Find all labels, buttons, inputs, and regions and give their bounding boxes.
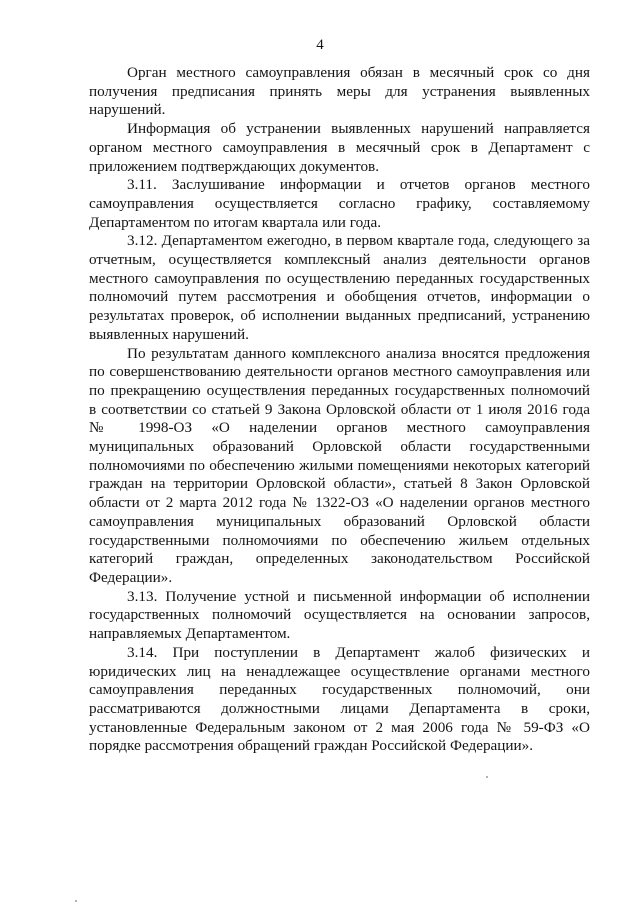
paragraph-3-12: 3.12. Департаментом ежегодно, в первом квартале года, следующего за отчетным, осуществляется комплексный анализ деятельности органов местного самоуправления по осуществлению переданных государственных полномочий путем рассмотрения и обобщения отчетов, информации о результатах проверок, об исполнении выданных предписаний, устранению выявленных нарушений.: [89, 232, 590, 343]
scan-speck: [486, 776, 488, 778]
paragraph-elimination-info: Информация об устранении выявленных нарушений направляется органом местного самоуправления в месячный срок в Департамент с приложением подтверждающих документов.: [89, 120, 590, 175]
paragraph-3-14: 3.14. При поступлении в Департамент жалоб физических и юридических лиц на ненадлежащее осуществление органами местного самоуправления переданных государственных полномочий, они рассматриваются должностными лицами Департамента в сроки, установленные Федеральным законом от 2 мая 2006 года № 59-ФЗ «О порядке рассмотрения обращений граждан Российской Федерации».: [89, 643, 590, 755]
paragraph-3-11: 3.11. Заслушивание информации и отчетов органов местного самоуправления осуществляется согласно графику, составляемому Департаментом по итогам квартала или года.: [89, 176, 590, 231]
page-number: 4: [316, 37, 324, 53]
paragraph-obligation: Орган местного самоуправления обязан в месячный срок со дня получения предписания принять меры для устранения выявленных нарушений.: [89, 64, 590, 119]
paragraph-analysis-results: По результатам данного комплексного анализа вносятся предложения по совершенствованию деятельности органов местного самоуправления или по прекращению осуществления переданных государственных полномочий в соответствии со статьей 9 Закона Орловской области от 1 июля 2016 года № 1998-ОЗ «О наделении органов местного самоуправления муниципальных образований Орловской области государственными полномочиями по обеспечению жилыми помещениями некоторых категорий граждан на территории Орловской области», статьей 8 Закон Орловской области от 2 марта 2012 года № 1322-ОЗ «О наделении органов местного самоуправления муниципальных образований Орловской области государственными полномочиями по обеспечению жильем отдельных категорий граждан, определенных законодательством Российской Федерации».: [89, 344, 590, 586]
document-body: [89, 64, 590, 756]
paragraph-3-13: 3.13. Получение устной и письменной информации об исполнении государственных полномочий осуществляется на основании запросов, направляемых Департаментом.: [89, 587, 590, 643]
scan-speck: [75, 900, 77, 902]
